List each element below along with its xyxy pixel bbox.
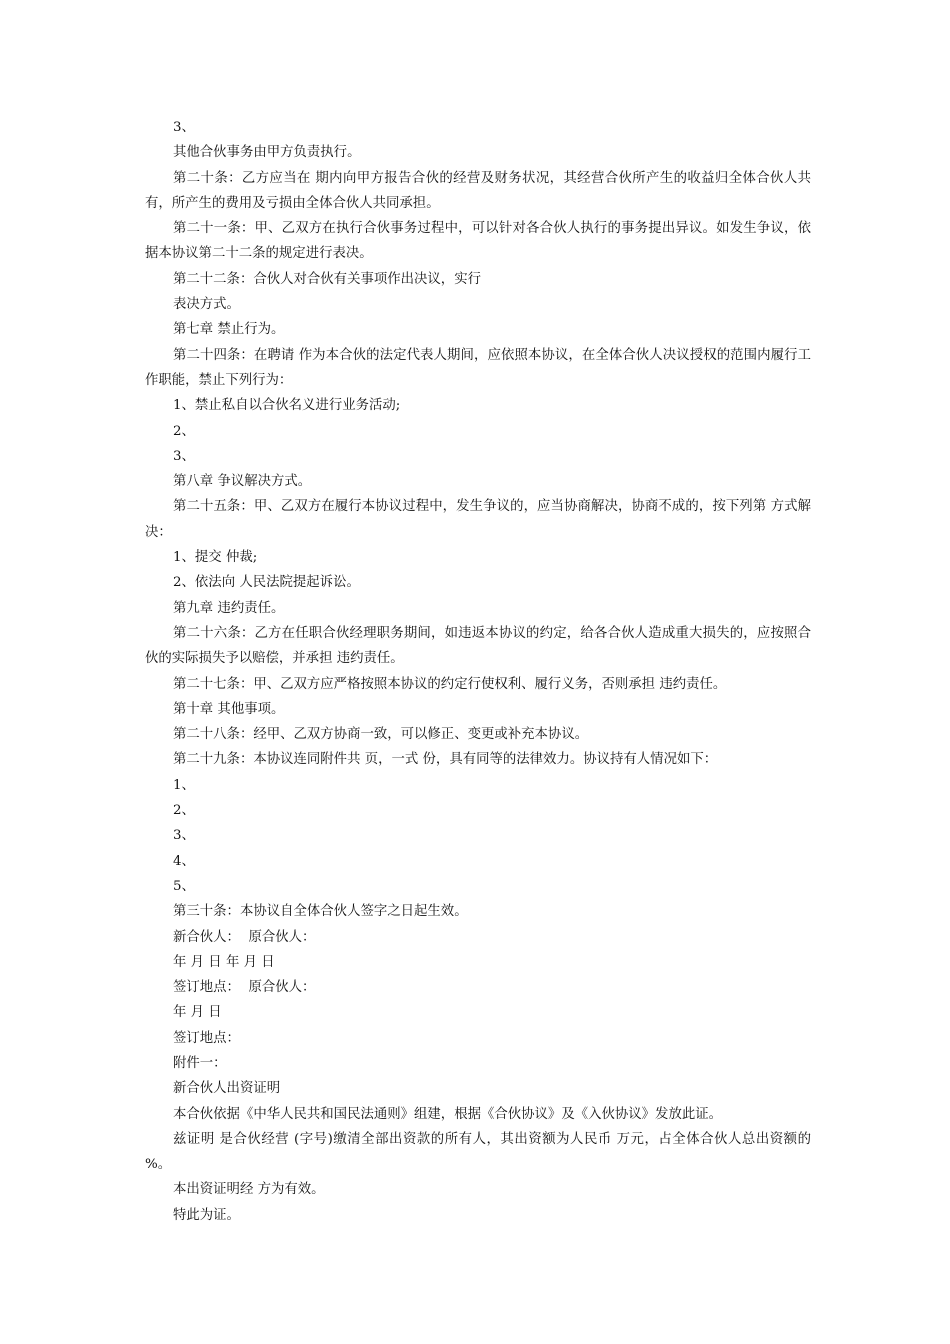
paragraph: 其他合伙事务由甲方负责执行。 [173, 145, 361, 161]
date-line: 年 月 日 年 月 日 [173, 954, 275, 970]
chapter-heading: 第七章 禁止行为。 [173, 322, 285, 338]
list-item: 2、 [173, 803, 195, 819]
document-page [145, 115, 811, 1228]
list-item: 1、提交 仲裁; [173, 550, 258, 566]
paragraph: 表决方式。 [173, 297, 240, 313]
paragraph: 第二十八条：经甲、乙双方协商一致，可以修正、变更或补充本协议。 [173, 727, 589, 743]
attachment-title: 新合伙人出资证明 [173, 1081, 281, 1097]
signature-line: 签订地点： [173, 1030, 240, 1046]
paragraph: 特此为证。 [173, 1207, 240, 1223]
attachment-heading: 附件一： [173, 1055, 227, 1071]
list-item: 1、禁止私自以合伙名义进行业务活动; [173, 398, 401, 414]
list-item: 1、 [173, 777, 195, 793]
paragraph: 本出资证明经 方为有效。 [173, 1182, 325, 1198]
paragraph: 第二十七条：甲、乙双方应严格按照本协议的约定行使权利、履行义务，否则承担 违约责任。 [173, 676, 727, 692]
chapter-heading: 第八章 争议解决方式。 [173, 474, 312, 490]
paragraph: 第二十四条：在聘请 作为本合伙的法定代表人期间，应依照本协议，在全体合伙人决议授权的范围内履行工作职能，禁止下列行为： [145, 347, 811, 388]
paragraph: 第二十二条：合伙人对合伙有关事项作出决议，实行 [173, 271, 481, 287]
list-item: 3、 [173, 828, 195, 844]
list-item: 5、 [173, 878, 195, 894]
paragraph: 3、 [173, 120, 195, 135]
signature-line: 签订地点： 原合伙人： [173, 980, 316, 996]
list-item: 2、依法向 人民法院提起诉讼。 [173, 575, 360, 591]
paragraph: 第二十九条：本协议连同附件共 页，一式 份，具有同等的法律效力。协议持有人情况如下： [173, 752, 718, 768]
date-line: 年 月 日 [173, 1005, 222, 1021]
paragraph: 第三十条：本协议自全体合伙人签字之日起生效。 [173, 904, 468, 920]
chapter-heading: 第九章 违约责任。 [173, 600, 285, 616]
chapter-heading: 第十章 其他事项。 [173, 701, 285, 717]
paragraph: 兹证明 是合伙经营 (字号)缴清全部出资款的所有人，其出资额为人民币 万元，占全体合伙人总出资额的 %。 [145, 1131, 811, 1173]
signature-line: 新合伙人： 原合伙人： [173, 929, 316, 945]
paragraph: 第二十五条：甲、乙双方在履行本协议过程中，发生争议的，应当协商解决，协商不成的，按下列第 方式解决： [145, 499, 811, 540]
paragraph: 第二十条：乙方应当在 期内向甲方报告合伙的经营及财务状况，其经营合伙所产生的收益归全体合伙人共有，所产生的费用及亏损由全体合伙人共同承担。 [145, 170, 811, 211]
list-item: 2、 [173, 423, 195, 439]
paragraph: 第二十六条：乙方在任职合伙经理职务期间，如违返本协议的约定，给各合伙人造成重大损失的，应按照合伙的实际损失予以赔偿，并承担 违约责任。 [145, 625, 811, 667]
paragraph: 本合伙依据《中华人民共和国民法通则》组建，根据《合伙协议》及《入伙协议》发放此证。 [173, 1106, 723, 1122]
list-item: 4、 [173, 853, 195, 869]
list-item: 3、 [173, 448, 195, 464]
paragraph: 第二十一条：甲、乙双方在执行合伙事务过程中，可以针对各合伙人执行的事务提出异议。如发生争议，依据本协议第二十二条的规定进行表决。 [145, 221, 811, 262]
